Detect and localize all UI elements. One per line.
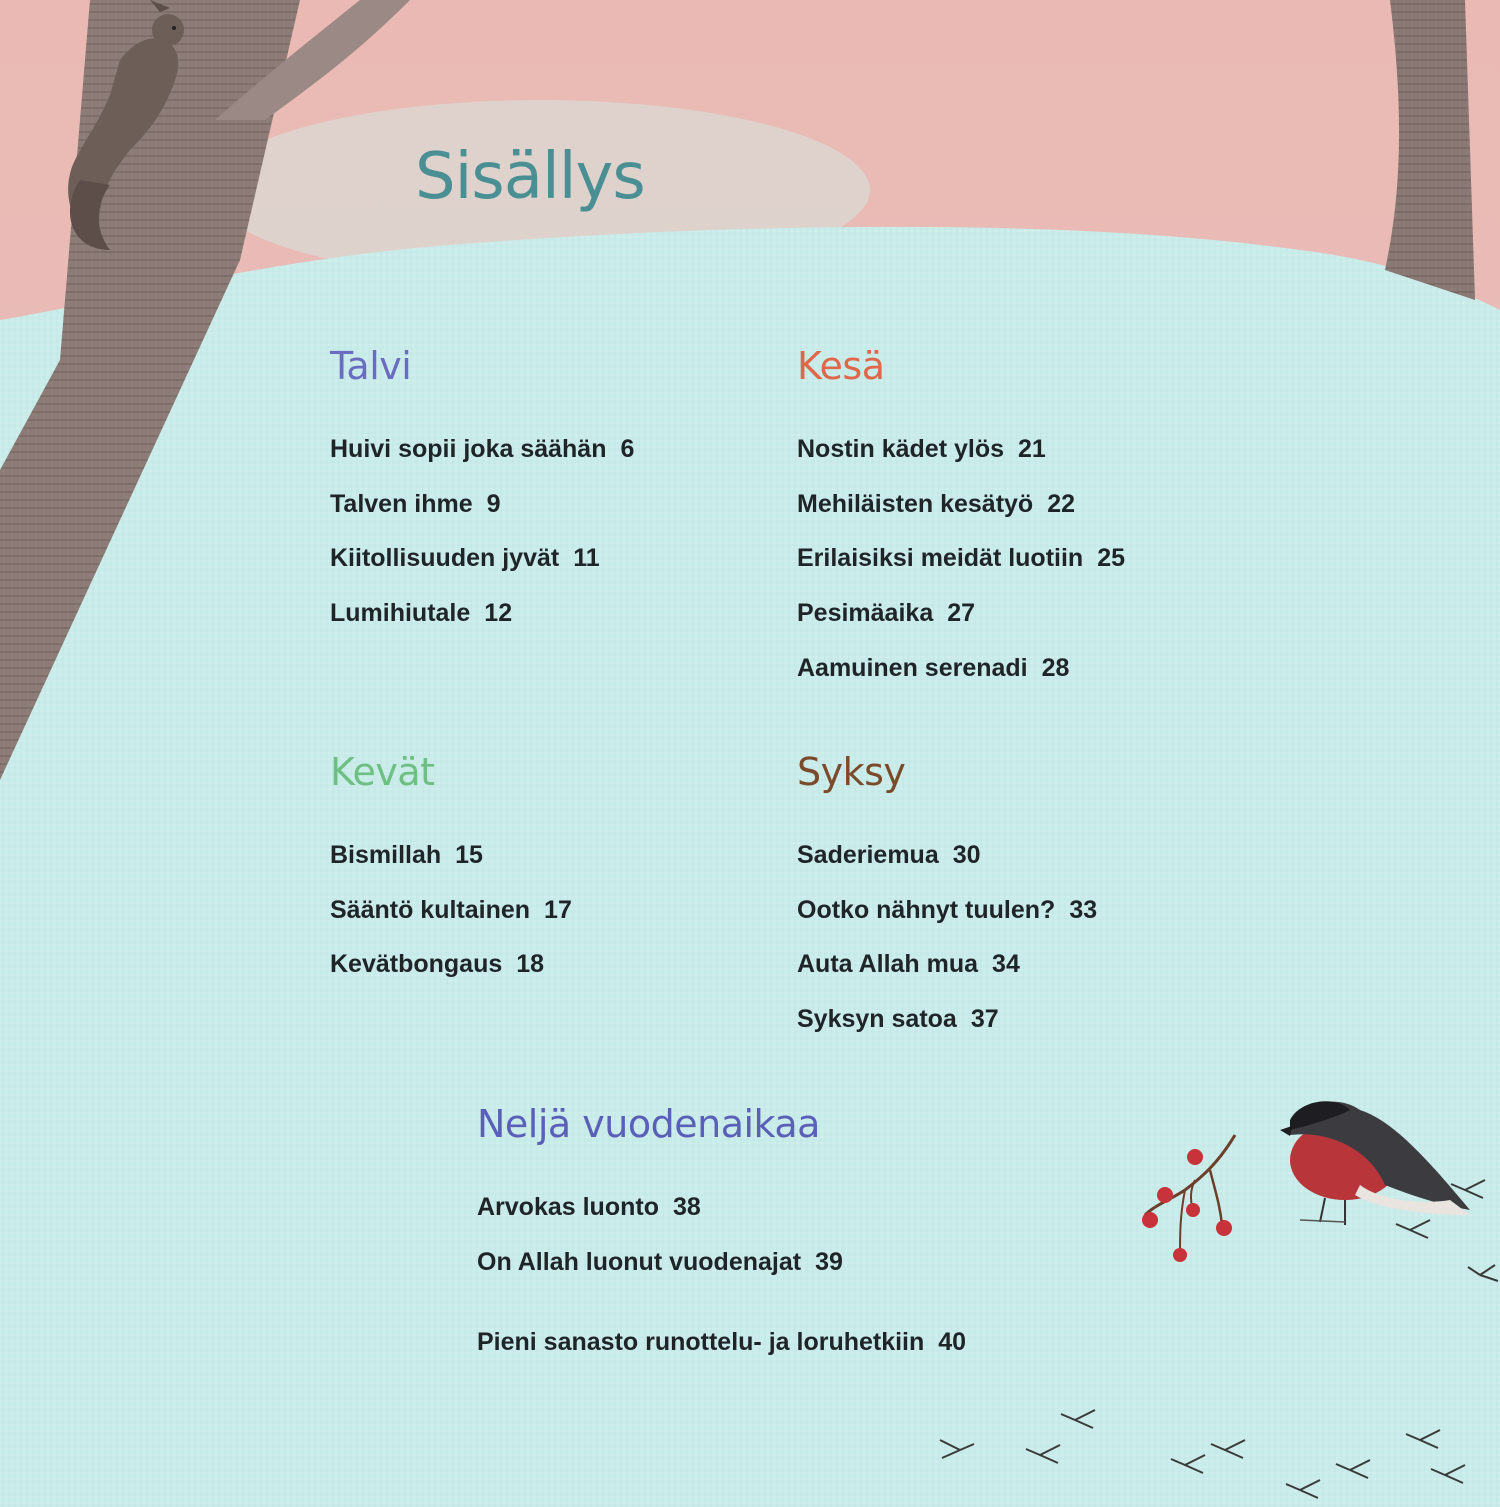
entry-page: 34 [992, 950, 1020, 979]
entry-page: 39 [815, 1247, 843, 1276]
entry-page: 25 [1097, 544, 1126, 573]
section-heading-kevat: Kevät [330, 750, 435, 794]
entry-page: 15 [455, 841, 483, 869]
section-kevat [330, 750, 572, 1004]
entry-page: 27 [947, 599, 976, 628]
entry-title: Mehiläisten kesätyö [797, 489, 1034, 518]
entry-page: 37 [970, 1005, 999, 1034]
entry-page: 12 [484, 599, 513, 628]
entry-title: Huivi sopii joka säähän [330, 435, 607, 463]
entry-page: 30 [952, 841, 981, 869]
entry-page: 21 [1018, 435, 1046, 463]
entry-title: Pesimäaika [797, 599, 934, 628]
entry-page: 6 [620, 435, 635, 463]
toc-entry[interactable] [477, 1247, 966, 1302]
entry-title: Pieni sanasto runottelu- ja loruhetkiin [477, 1328, 925, 1357]
section-heading-kesa: Kesä [797, 344, 885, 388]
toc-entry[interactable] [330, 489, 634, 544]
entry-title: Syksyn satoa [797, 1005, 957, 1034]
section-nelja-vuodenaikaa [477, 1102, 966, 1382]
toc-entry[interactable] [797, 1004, 1097, 1059]
toc-entry[interactable] [797, 949, 1097, 1004]
entry-title: Erilaisiksi meidät luotiin [797, 544, 1084, 573]
entry-title: Auta Allah mua [797, 950, 979, 979]
entry-title: Arvokas luonto [477, 1193, 659, 1221]
toc-entry[interactable] [330, 434, 634, 489]
toc-entry[interactable] [797, 489, 1125, 544]
toc-entry[interactable] [330, 895, 572, 950]
entry-title: Talven ihme [330, 489, 473, 518]
entry-page: 11 [573, 544, 600, 573]
entry-title: Sääntö kultainen [330, 895, 531, 924]
entry-page: 28 [1041, 653, 1070, 682]
section-syksy [797, 750, 1097, 1059]
toc-entry[interactable] [477, 1192, 966, 1247]
page-title: Sisällys [415, 140, 645, 214]
entry-page: 22 [1047, 489, 1076, 518]
section-heading-syksy: Syksy [797, 750, 906, 794]
toc-entry[interactable] [330, 543, 634, 598]
section-heading-nelja: Neljä vuodenaikaa [477, 1102, 820, 1146]
toc-entry[interactable] [797, 543, 1125, 598]
entry-page: 17 [544, 895, 572, 924]
entry-title: Kevätbongaus [330, 950, 503, 979]
toc-entry[interactable] [797, 434, 1125, 489]
entry-page: 38 [672, 1193, 701, 1221]
entry-title: On Allah luonut vuodenajat [477, 1247, 802, 1276]
entry-page: 18 [516, 950, 545, 979]
toc-entry[interactable] [797, 895, 1097, 950]
toc-entry[interactable] [330, 598, 634, 653]
toc-entry-glossary[interactable] [477, 1327, 966, 1382]
section-kesa [797, 344, 1125, 707]
toc-entry[interactable] [797, 840, 1097, 895]
entry-page: 40 [938, 1328, 967, 1357]
entry-page: 9 [486, 489, 501, 518]
entry-title: Saderiemua [797, 841, 939, 869]
entry-title: Lumihiutale [330, 599, 471, 628]
toc-entry[interactable] [330, 949, 572, 1004]
entry-title: Kiitollisuuden jyvät [330, 544, 560, 573]
toc-entry[interactable] [797, 653, 1125, 708]
section-talvi [330, 344, 634, 653]
entry-page: 33 [1069, 895, 1098, 924]
section-heading-talvi: Talvi [330, 344, 412, 388]
toc-entry[interactable] [330, 840, 572, 895]
toc-entry[interactable] [797, 598, 1125, 653]
entry-title: Bismillah [330, 841, 442, 869]
entry-title: Aamuinen serenadi [797, 653, 1028, 682]
entry-title: Ootko nähnyt tuulen? [797, 895, 1056, 924]
entry-title: Nostin kädet ylös [797, 435, 1004, 463]
